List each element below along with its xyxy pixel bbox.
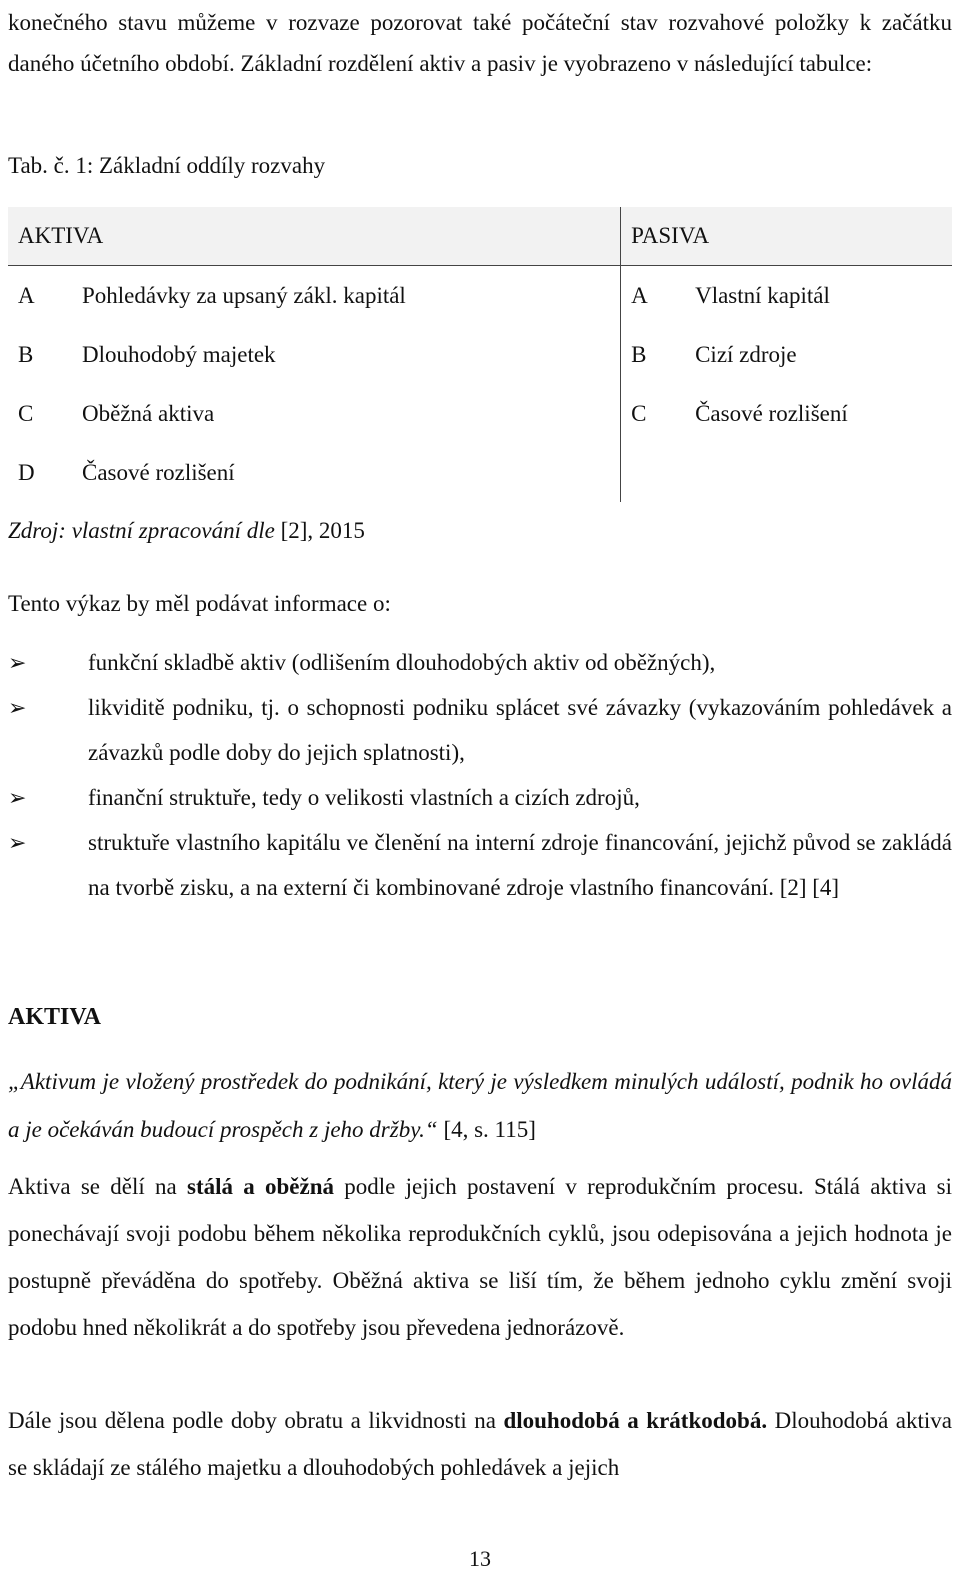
table-header-row (8, 207, 952, 266)
liability-label: Cizí zdroje (695, 341, 797, 367)
info-bullet-list (8, 640, 952, 910)
arrow-bullet-icon: ➢ (8, 695, 27, 720)
list-lead-text: Tento výkaz by měl podávat informace o: (8, 591, 391, 616)
arrow-bullet-icon: ➢ (8, 785, 27, 810)
quote-citation: [4, s. 115] (437, 1117, 536, 1142)
body-paragraph (8, 1163, 952, 1351)
source-italic: Zdroj: vlastní zpracování dle (8, 518, 275, 543)
paragraph-text: podle jejich postavení v reprodukčním procesu. Stálá aktiva si ponechávají svoji podobu během několika reprodukčních cyklů, jsou odepisována a jejich hodnota je postupně převáděna do spotřeby. Oběžná aktiva se liší tím, že během jednoho cyklu změní svoji podobu hned několikrát a do spotřeby jsou převedena jednorázově. (8, 1174, 953, 1340)
table-row (8, 384, 952, 443)
header-aktiva: AKTIVA (8, 207, 621, 266)
liability-label: Časové rozlišení (695, 400, 848, 426)
arrow-bullet-icon: ➢ (8, 830, 27, 855)
table-row (8, 266, 952, 326)
liability-code: A (631, 282, 648, 308)
asset-label: Časové rozlišení (72, 443, 621, 502)
table-row (8, 443, 952, 502)
liability-label: Vlastní kapitál (695, 282, 830, 308)
list-item-text: finanční struktuře, tedy o velikosti vlastních a cizích zdrojů, (88, 785, 640, 810)
list-item (8, 820, 952, 910)
quote-text: „Aktivum je vložený prostředek do podnikání, který je výsledkem minulých událostí, podnik ho ovládá a je očekáván budoucí prospěch z jeho držby.“ (8, 1069, 952, 1142)
list-item-text: struktuře vlastního kapitálu ve členění na interní zdroje financování, jejichž původ se zakládá na tvorbě zisku, a na externí či kombinované zdroje vlastního financování. [2] [4] (88, 830, 952, 900)
list-item (8, 775, 952, 820)
page-number: 13 (469, 1546, 491, 1571)
table-row (8, 325, 952, 384)
liability-label (685, 443, 952, 502)
balance-sheet-table (8, 207, 952, 502)
asset-code: D (18, 459, 35, 485)
paragraph-text: Dále jsou dělena podle doby obratu a likvidnosti na (8, 1408, 504, 1433)
asset-code: A (18, 282, 35, 308)
list-item (8, 685, 952, 775)
asset-label: Oběžná aktiva (72, 384, 621, 443)
asset-code: C (18, 400, 34, 426)
document-page (8, 0, 953, 1571)
paragraph-bold: stálá a oběžná (187, 1174, 335, 1199)
source-reference: [2], 2015 (274, 518, 365, 543)
list-item (8, 640, 952, 685)
asset-label: Pohledávky za upsaný zákl. kapitál (72, 266, 621, 326)
paragraph-bold: dlouhodobá a krátkodobá. (503, 1408, 768, 1433)
paragraph-text: Aktiva se dělí na (8, 1174, 187, 1199)
table-source (8, 518, 365, 544)
liability-code: B (631, 341, 647, 367)
list-item-text: funkční skladbě aktiv (odlišením dlouhodobých aktiv od oběžných), (88, 650, 716, 675)
header-pasiva: PASIVA (621, 207, 952, 266)
section-heading: AKTIVA (8, 1004, 101, 1030)
liability-code: C (631, 400, 647, 426)
table-caption: Tab. č. 1: Základní oddíly rozvahy (8, 153, 326, 178)
asset-code: B (18, 341, 34, 367)
arrow-bullet-icon: ➢ (8, 650, 27, 675)
liability-code (621, 443, 686, 502)
asset-label: Dlouhodobý majetek (72, 325, 621, 384)
intro-paragraph: konečného stavu můžeme v rozvaze pozorovat také počáteční stav rozvahové položky k začátku daného účetního období. Základní rozdělení aktiv a pasiv je vyobrazeno v následující tabulce: (8, 10, 952, 76)
list-item-text: likviditě podniku, tj. o schopnosti podniku splácet své závazky (vykazováním pohledávek a závazků podle doby do jejich splatnosti), (88, 695, 952, 765)
definition-quote (8, 1058, 952, 1154)
body-paragraph (8, 1397, 952, 1491)
paragraph-text: Dlouhodobá aktiva se skládají ze stálého majetku a dlouhodobých pohledávek a jejich (8, 1408, 952, 1480)
